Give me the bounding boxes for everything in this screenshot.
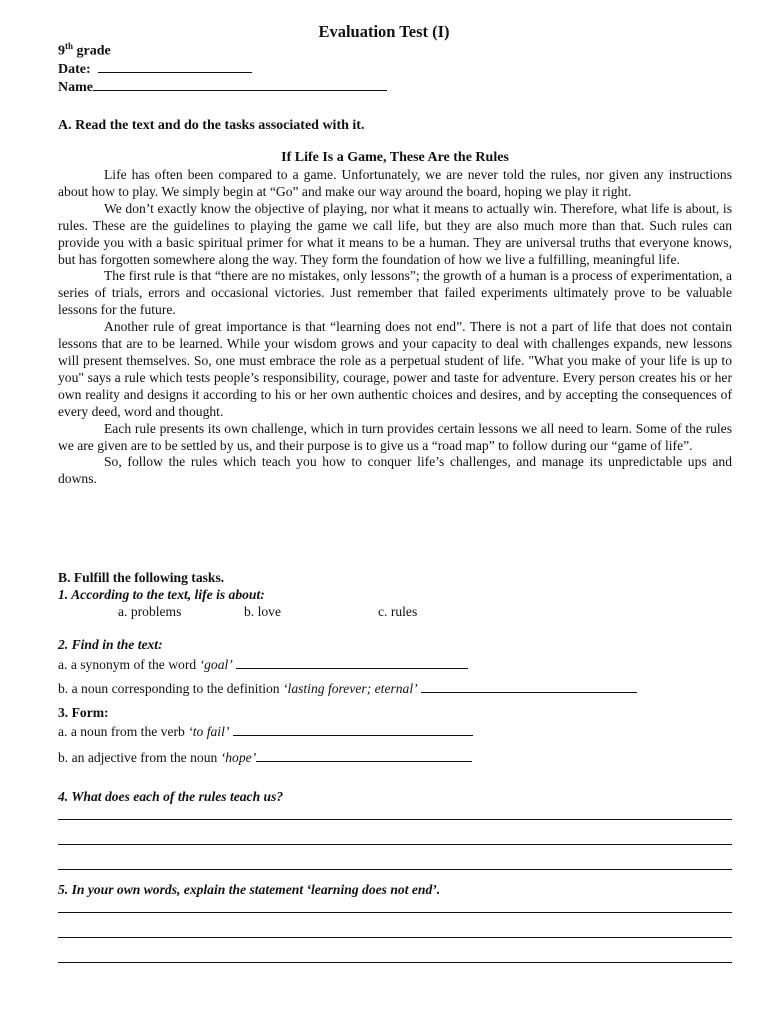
date-label: Date: [58,62,91,77]
question-2a-answer[interactable] [236,655,468,669]
question-3-prompt: 3. Form: [58,705,109,720]
date-field[interactable] [98,59,252,73]
article-paragraph: Life has often been compared to a game. Unfortunately, we are never told the rules, nor given any instructions about how to play. We simply begin at “Go” and make our way around the board, hoping we play it right. [58,167,732,199]
answer-line[interactable] [58,937,732,938]
question-1-prompt: 1. According to the text, life is about: [58,587,265,602]
date-line [58,59,252,78]
name-line [58,77,387,96]
article-paragraph: Each rule presents its own challenge, which in turn provides certain lessons we all need to learn. Some of the rules we are given are to be settled by us, and their purpose is to give us a “road map” to follow during our “game of life”. [58,420,732,453]
answer-line[interactable] [58,869,732,870]
grade-word: grade [73,43,111,59]
question-1-option-b[interactable]: b. love [244,604,281,619]
article-paragraph: The first rule is that “there are no mistakes, only lessons”; the growth of a human is a process of experimentation, a series of trials, errors and occasional victories. Just remember that failed experiments ultimately prove to be valuable lessons for the future. [58,268,732,318]
grade-line [58,41,111,60]
question-3b-word: ‘hope’ [220,750,257,765]
question-3b-text: b. an adjective from the noun [58,750,221,765]
grade-suffix: th [65,41,74,51]
question-2b-text: b. a noun corresponding to the definition [58,681,284,696]
article-paragraph: Another rule of great importance is that “learning does not end”. There is not a part of life that does not contain lessons that are to be learned. While your wisdom grows and your capacity to deal with challenges expands, new lessons will present themselves. So, one must embrace the role as a perpetual student of life. "What you make of your life is up to you" says a rule which tests people’s responsibility, courage, power and taste for adventure. Every person creates his or her own reality and designs it according to his or her own authentic choices and desires, and by accepting the consequences of every deed, word and thought. [58,319,732,419]
answer-line[interactable] [58,819,732,820]
section-a-heading: A. Read the text and do the tasks associated with it. [58,118,365,133]
question-2b-answer[interactable] [421,679,637,693]
answer-line[interactable] [58,844,732,845]
question-3b [58,748,472,766]
question-3b-answer[interactable] [256,748,472,762]
question-2b-word: ‘lasting forever; eternal’ [283,681,418,696]
section-b-heading: B. Fulfill the following tasks. [58,570,225,585]
question-2-prompt: 2. Find in the text: [58,637,163,652]
question-1-option-c[interactable]: c. rules [378,604,418,619]
question-3a [58,722,473,740]
article-body [58,167,732,488]
article-paragraph: So, follow the rules which teach you how to conquer life’s challenges, and manage its unpredictable ups and downs. [58,454,732,487]
question-2a-text: a. a synonym of the word [58,657,200,672]
question-3a-answer[interactable] [233,722,473,736]
question-3a-text: a. a noun from the verb [58,724,189,739]
name-field[interactable] [93,77,387,91]
article-title: If Life Is a Game, These Are the Rules [281,150,509,165]
grade-number: 9 [58,43,65,59]
question-1-option-a[interactable]: a. problems [118,604,182,619]
question-2a-word: ‘goal’ [199,657,233,672]
question-3a-word: ‘to fail’ [188,724,230,739]
page-title: Evaluation Test (I) [318,22,450,41]
answer-line[interactable] [58,912,732,913]
answer-line[interactable] [58,962,732,963]
question-5-prompt: 5. In your own words, explain the statement ‘learning does not end’. [58,882,441,897]
question-2a [58,655,468,673]
name-label: Name [58,80,93,95]
question-4-prompt: 4. What does each of the rules teach us? [58,789,284,804]
article-paragraph: We don’t exactly know the objective of playing, nor what it means to actually win. Therefore, what life is about, is rules. These are the guidelines to playing the game we call life, but they are also much more than that. Such rules can provide you with a basic spiritual primer for what it means to be a human. They are universal truths that everyone knows, but has forgotten somewhere along the way. They form the foundation of how we live a fulfilling, meaningful life. [58,200,732,267]
question-2b [58,679,637,697]
